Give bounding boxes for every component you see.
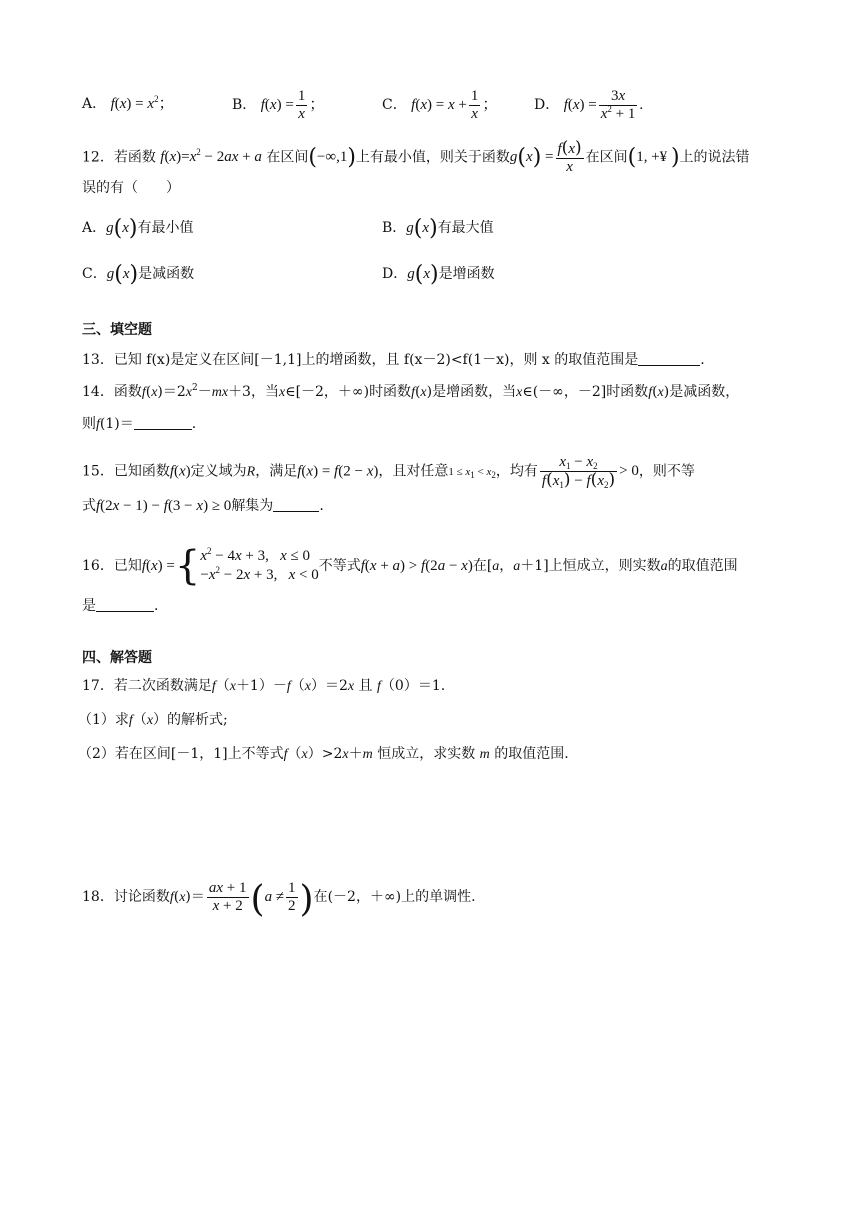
q16-text: 的取值范围 bbox=[667, 558, 738, 574]
answer-blank bbox=[638, 351, 700, 366]
section-heading-fill-in: 三、填空题 bbox=[82, 322, 152, 338]
q12-line2 bbox=[82, 178, 180, 198]
period: . bbox=[319, 498, 324, 514]
q12-option-a: A．g(x)有最小值 bbox=[82, 216, 194, 241]
option-label: C． bbox=[82, 266, 107, 282]
option-text: 有最小值 bbox=[137, 220, 194, 236]
q15-text: 已知函数 bbox=[113, 463, 170, 480]
q15-text: 定义域为 bbox=[190, 463, 247, 480]
q15-line2: 式f(2x − 1) − f(3 − x) ≥ 0解集为 . bbox=[82, 498, 324, 514]
question-number: 13． bbox=[82, 352, 114, 368]
q16-text: 上恒成立，则实数 bbox=[548, 558, 661, 574]
period: . bbox=[700, 352, 705, 368]
period: . bbox=[154, 598, 159, 614]
q16-text: 在 bbox=[472, 558, 487, 574]
answer-blank bbox=[96, 597, 154, 612]
q12-text: 在区间 bbox=[585, 149, 628, 166]
q12-text: 上的说法错 bbox=[679, 149, 750, 166]
period: . bbox=[191, 416, 197, 432]
q12-option-b: B．g(x)有最大值 bbox=[382, 216, 494, 241]
q14-text: 是增函数，当 bbox=[432, 384, 517, 400]
q18-text: 在(－2，＋∞)上的单调性. bbox=[313, 888, 476, 905]
q13-text: 已知 f(x)是定义在区间[－1,1]上的增函数，且 f(x－2)<f(1－x)，则 x 的取值范围是 bbox=[113, 352, 639, 368]
option-label: A． bbox=[82, 96, 107, 112]
q12-text: 若函数 bbox=[113, 149, 156, 166]
q17-text: 的取值范围. bbox=[494, 746, 569, 762]
question-number: 15． bbox=[82, 463, 114, 480]
q16-text: 已知 bbox=[113, 558, 142, 574]
option-text: 是增函数 bbox=[438, 266, 495, 282]
q17-text: 恒成立，求实数 bbox=[377, 746, 476, 762]
q17-text: （2）若在区间[－1，1]上不等式 bbox=[78, 746, 284, 762]
q16-line2 bbox=[82, 596, 158, 616]
q14-line1: 14．函数$f(x)=2x^2-mx+3$，当x∈[－2，＋∞)时函数f(x)是增函数，当x∈(－∞，－2]时函数f(x)是减函数， bbox=[82, 383, 740, 400]
question-number: 18． bbox=[82, 888, 114, 905]
q11-option-c: C． f(x) = x + $\frac{1}{x}$ ； bbox=[382, 88, 498, 122]
q13 bbox=[82, 350, 705, 370]
q15-text: ，满足 bbox=[255, 463, 298, 480]
q12-text: 在区间 bbox=[266, 149, 309, 166]
option-label: B． bbox=[382, 220, 407, 236]
q12-line1: 12．若函数 $f(x)=x^2 - 2ax + a$ 在区间(−∞,1)上有最小值，则关于函数g(x) = $\frac{f(x)}{x}$ 在区间(1, +¥ )上的说法错 bbox=[82, 138, 750, 175]
answer-blank bbox=[134, 415, 192, 430]
question-number: 14． bbox=[82, 384, 114, 400]
q12-text: 上有最小值，则关于函数 bbox=[355, 149, 510, 166]
q15-text: ，则不等 bbox=[638, 463, 695, 480]
question-number: 12． bbox=[82, 149, 114, 166]
q14-text: 时函数 bbox=[369, 384, 412, 400]
option-label: B． bbox=[232, 96, 257, 113]
q17: 17．若二次函数满足f（x＋1）－f（x）＝2x 且 f（0）＝1. bbox=[82, 678, 446, 694]
q14-line2: 则f(1)＝ . bbox=[82, 416, 197, 432]
q17-text: （1）求 bbox=[78, 712, 129, 728]
q17-part1: （1）求f（x）的解析式; bbox=[78, 712, 228, 728]
section-heading-solutions: 四、解答题 bbox=[82, 650, 152, 666]
q12-option-c: C．g(x)是减函数 bbox=[82, 262, 195, 287]
q14-text: 时函数 bbox=[606, 384, 649, 400]
option-label: A． bbox=[82, 220, 107, 236]
q12-text: 误的有（ ） bbox=[82, 180, 180, 196]
q18-text: 讨论函数 bbox=[113, 888, 170, 905]
option-label: C． bbox=[382, 96, 407, 113]
q16-text: 是 bbox=[82, 598, 96, 614]
q11-option-d: D． f(x) = $\frac{3x}{x^2 + 1}$ . bbox=[534, 88, 644, 122]
option-text: 是减函数 bbox=[138, 266, 195, 282]
question-number: 17． bbox=[82, 678, 114, 694]
option-label: D． bbox=[534, 96, 560, 113]
option-label: D． bbox=[382, 266, 408, 282]
q17-part2: （2）若在区间[－1，1]上不等式f（x）>2x＋m 恒成立，求实数 m 的取值范围. bbox=[78, 746, 569, 762]
q14-text: 当 bbox=[264, 384, 279, 400]
q18: 18．讨论函数f(x)＝ $\frac{ax + 1}{x + 2}$ (a ≠ $\frac{1}{2}$ )在(－2，＋∞)上的单调性. bbox=[82, 878, 476, 920]
q14-text: 函数 bbox=[113, 384, 142, 400]
q16-line1: 16．已知f(x) ={ $x^2 - 4x + 3$, x ≤ 0 $-x^2 - 2x + 3$, x < 0 不等式f(x + a) > f(2a − x)在[a，a＋1]上恒成立，则实数a的取值范围 bbox=[82, 543, 738, 589]
q11-option-a: A． $f(x) = x^2$； bbox=[82, 94, 174, 112]
q15-line1: 15．已知函数f(x)定义域为R，满足f(x) = f(2 − x)，且对任意$1 \le x_1 < x_2$，均有 $\frac{x_1 - x_2}{f(x_1) - f(x_2)}$ > 0，则不等 bbox=[82, 454, 695, 490]
question-number: 16． bbox=[82, 558, 114, 574]
q14-text: 是减函数， bbox=[669, 384, 740, 400]
q12-option-d: D．g(x)是增函数 bbox=[382, 262, 495, 287]
answer-blank bbox=[273, 497, 319, 512]
q17-text: 的解析式; bbox=[167, 712, 228, 728]
q15-text: ，均有 bbox=[495, 463, 538, 480]
option-text: 有最大值 bbox=[437, 220, 494, 236]
q15-text: ，且对任意 bbox=[378, 463, 449, 480]
q15-text: 解集为 bbox=[231, 498, 274, 514]
q11-option-b: B． f(x) = $\frac{1}{x}$ ； bbox=[232, 88, 325, 122]
q17-text: 若二次函数满足 bbox=[113, 678, 212, 694]
q15-text: 式 bbox=[82, 498, 96, 514]
q14-text: 则 bbox=[82, 416, 96, 432]
q16-text: 不等式 bbox=[318, 558, 361, 574]
